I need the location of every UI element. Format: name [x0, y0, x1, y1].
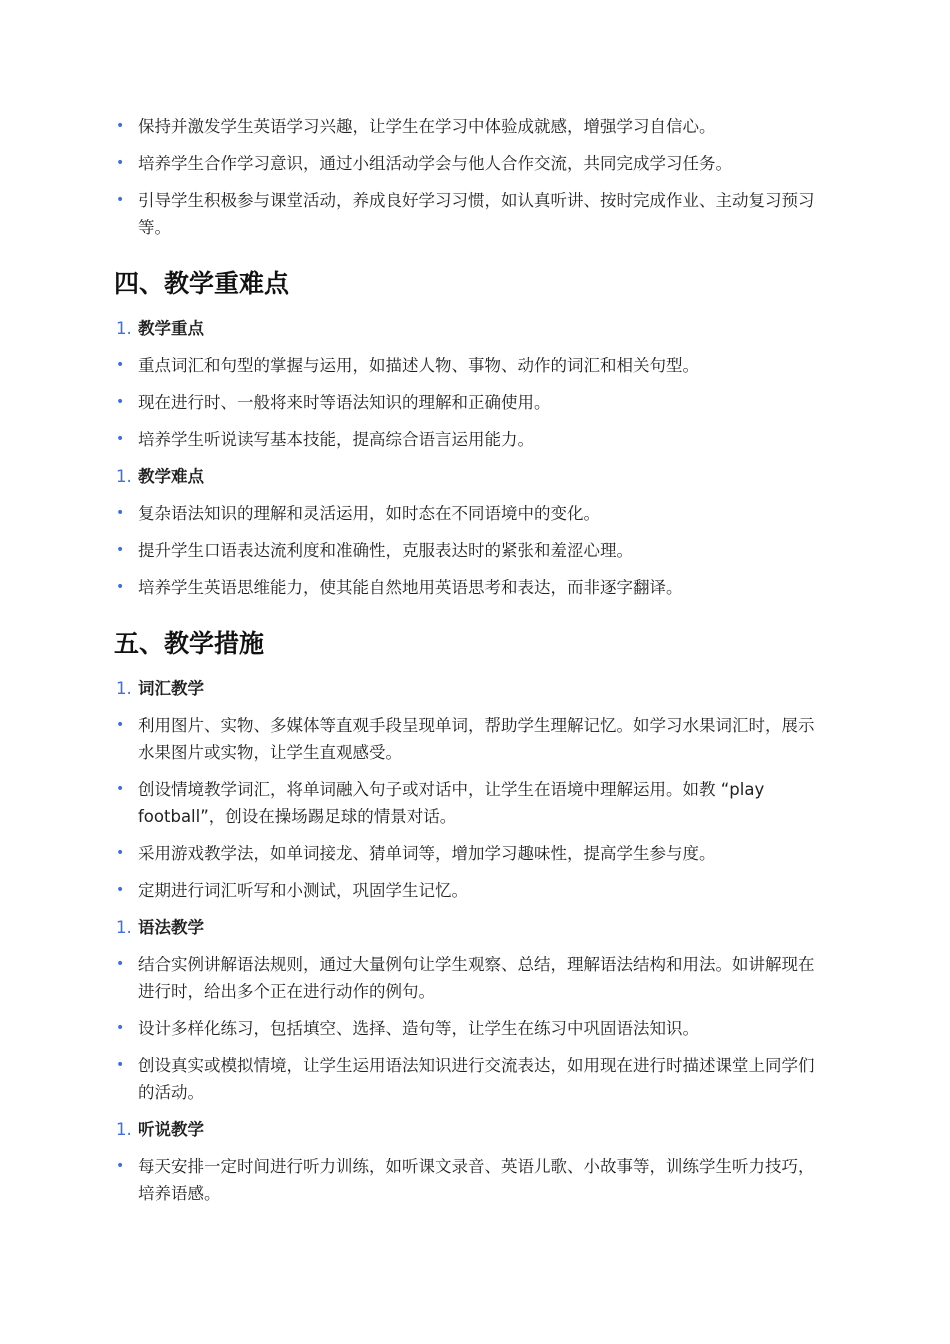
- list-item: • 采用游戏教学法，如单词接龙、猜单词等，增加学习趣味性，提高学生参与度。: [116, 840, 830, 867]
- list-item: • 培养学生合作学习意识，通过小组活动学会与他人合作交流，共同完成学习任务。: [116, 150, 830, 177]
- bullet-icon: •: [116, 431, 125, 447]
- list-item: • 结合实例讲解语法规则，通过大量例句让学生观察、总结，理解语法结构和用法。如讲解现在进行时，给出多个正在进行动作的例句。: [116, 951, 830, 1005]
- section-heading: 五、教学措施: [114, 629, 265, 658]
- list-item: • 创设情境教学词汇，将单词融入句子或对话中，让学生在语境中理解运用。如教 “play football”，创设在操场踢足球的情景对话。: [116, 776, 830, 830]
- bullet-icon: •: [116, 882, 125, 898]
- bullet-icon: •: [116, 781, 125, 797]
- subsection-title: 1. 听说教学: [116, 1120, 204, 1139]
- subsection-title: 1. 教学难点: [116, 467, 204, 486]
- list-item: • 每天安排一定时间进行听力训练，如听课文录音、英语儿歌、小故事等，训练学生听力技巧，培养语感。: [116, 1153, 830, 1207]
- list-item: • 现在进行时、一般将来时等语法知识的理解和正确使用。: [116, 389, 830, 416]
- section-heading: 四、教学重难点: [114, 269, 290, 298]
- bullet-icon: •: [116, 579, 125, 595]
- bullet-icon: •: [116, 1158, 125, 1174]
- bullet-icon: •: [116, 357, 125, 373]
- subsection-title: 1. 语法教学: [116, 918, 204, 937]
- bullet-icon: •: [116, 505, 125, 521]
- bullet-icon: •: [116, 118, 125, 134]
- bullet-icon: •: [116, 542, 125, 558]
- subsection-title: 1. 词汇教学: [116, 679, 204, 698]
- bullet-icon: •: [116, 1020, 125, 1036]
- list-item: • 重点词汇和句型的掌握与运用，如描述人物、事物、动作的词汇和相关句型。: [116, 352, 830, 379]
- list-item: • 提升学生口语表达流利度和准确性，克服表达时的紧张和羞涩心理。: [116, 537, 830, 564]
- bullet-icon: •: [116, 155, 125, 171]
- bullet-icon: •: [116, 1057, 125, 1073]
- bullet-icon: •: [116, 717, 125, 733]
- list-item: • 定期进行词汇听写和小测试，巩固学生记忆。: [116, 877, 830, 904]
- list-item: • 利用图片、实物、多媒体等直观手段呈现单词，帮助学生理解记忆。如学习水果词汇时，展示水果图片或实物，让学生直观感受。: [116, 712, 830, 766]
- list-item: • 保持并激发学生英语学习兴趣，让学生在学习中体验成就感，增强学习自信心。: [116, 113, 830, 140]
- bullet-icon: •: [116, 394, 125, 410]
- list-item: • 引导学生积极参与课堂活动，养成良好学习习惯，如认真听讲、按时完成作业、主动复习预习等。: [116, 187, 830, 241]
- list-item: • 设计多样化练习，包括填空、选择、造句等，让学生在练习中巩固语法知识。: [116, 1015, 830, 1042]
- bullet-icon: •: [116, 956, 125, 972]
- subsection-title: 1. 教学重点: [116, 319, 204, 338]
- bullet-icon: •: [116, 845, 125, 861]
- list-item: • 培养学生英语思维能力，使其能自然地用英语思考和表达，而非逐字翻译。: [116, 574, 830, 601]
- bullet-icon: •: [116, 192, 125, 208]
- list-item: • 培养学生听说读写基本技能，提高综合语言运用能力。: [116, 426, 830, 453]
- list-item: • 创设真实或模拟情境，让学生运用语法知识进行交流表达，如用现在进行时描述课堂上同学们的活动。: [116, 1052, 830, 1106]
- list-item: • 复杂语法知识的理解和灵活运用，如时态在不同语境中的变化。: [116, 500, 830, 527]
